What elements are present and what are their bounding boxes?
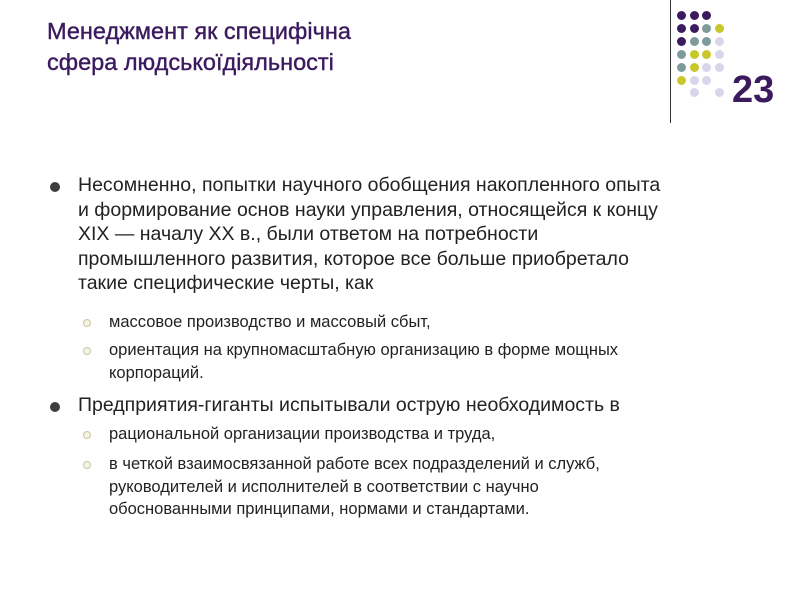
text-line: промышленного развития, которое все больше приобретало (78, 247, 629, 270)
sub-bullet-text (109, 453, 749, 521)
bullet-text (78, 173, 758, 296)
text-line: рациональной организации производства и труда, (109, 425, 496, 443)
text-line: руководителей и исполнителей в соответствии с научно (109, 477, 539, 496)
decorative-dot (702, 50, 711, 59)
decorative-dot (702, 63, 711, 72)
decorative-dot (690, 76, 699, 85)
decorative-dot (677, 50, 686, 59)
bullet-marker (50, 182, 60, 192)
decorative-dot (715, 24, 724, 33)
text-line: Предприятия-гиганты испытывали острую необходимость в (78, 394, 620, 416)
sub-bullet-marker (83, 431, 91, 439)
decorative-dot (702, 37, 711, 46)
decorative-dot (677, 37, 686, 46)
decorative-divider-line (670, 0, 671, 123)
decorative-dot (702, 76, 711, 85)
slide-title-line-2: сфера людськоїдіяльності (47, 49, 334, 75)
decorative-dot (690, 50, 699, 59)
decorative-dot (677, 11, 686, 20)
slide-title (47, 16, 647, 78)
text-line: ориентация на крупномасштабную организацию в форме мощных (109, 341, 619, 359)
text-line: обоснованными принципами, нормами и стандартами. (109, 500, 530, 518)
text-line: корпораций. (109, 363, 204, 382)
text-line: XIX — началу XX в., были ответом на потребности (78, 223, 539, 245)
text-line: и формирование основ науки управления, относящейся к концу (78, 198, 658, 221)
sub-bullet-marker (83, 319, 91, 327)
slide-title-line-1: Менеджмент як специфічна (47, 18, 351, 44)
decorative-dot (690, 88, 699, 97)
bullet-text (78, 393, 758, 418)
decorative-dot (702, 24, 711, 33)
slide-number: 23 (732, 69, 775, 111)
bullet-marker (50, 402, 60, 412)
text-line: такие специфические черты, как (78, 272, 374, 294)
decorative-dot (702, 11, 711, 20)
decorative-dot (715, 50, 724, 59)
decorative-dot (677, 76, 686, 85)
text-line: в четкой взаимосвязанной работе всех подразделений и служб, (109, 455, 600, 473)
sub-bullet-marker (83, 347, 91, 355)
text-line: Несомненно, попытки научного обобщения накопленного опыта (78, 174, 661, 196)
decorative-dot (677, 63, 686, 72)
decorative-dot (690, 37, 699, 46)
text-line: массовое производство и массовый сбыт, (109, 313, 431, 331)
decorative-dot (715, 37, 724, 46)
sub-bullet-text (109, 423, 749, 446)
sub-bullet-text (109, 339, 749, 384)
decorative-dot (690, 11, 699, 20)
decorative-dot (677, 24, 686, 33)
decorative-dot (715, 88, 724, 97)
decorative-dot (690, 63, 699, 72)
sub-bullet-marker (83, 461, 91, 469)
decorative-dot (690, 24, 699, 33)
sub-bullet-text (109, 311, 749, 334)
decorative-dot (715, 63, 724, 72)
